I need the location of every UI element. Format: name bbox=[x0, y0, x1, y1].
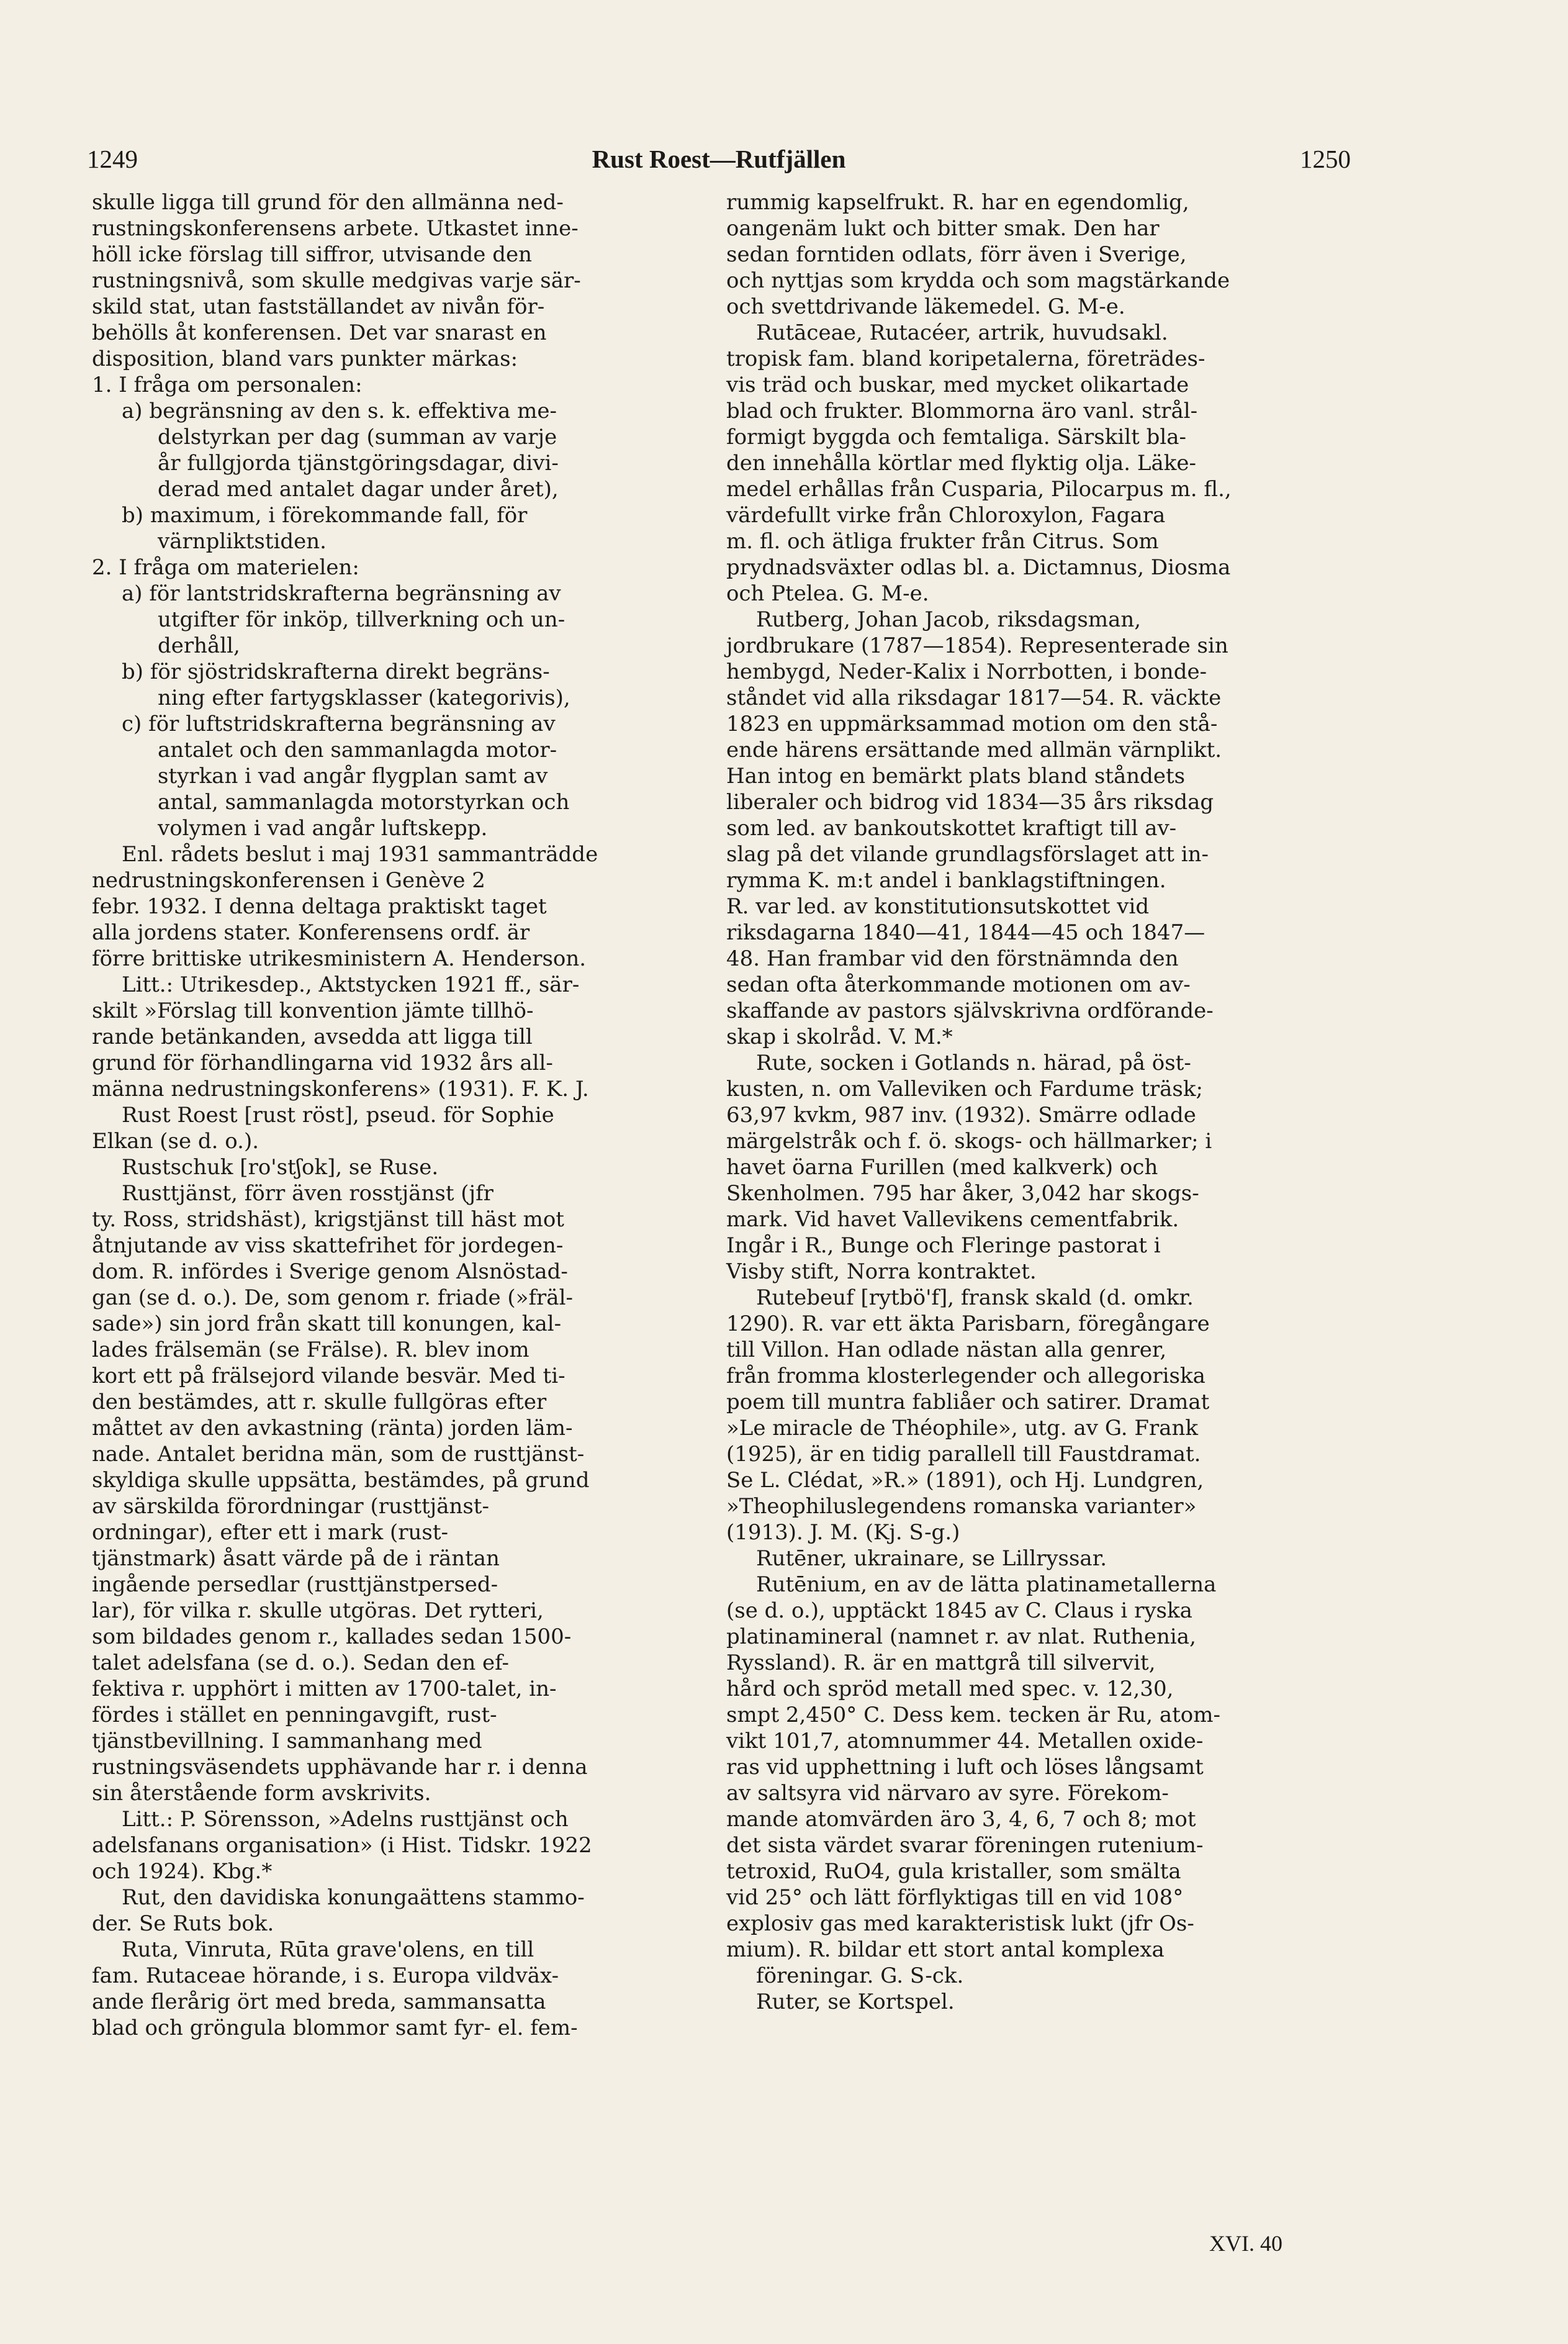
text-line: alla jordens stater. Konferensens ordf. är bbox=[92, 920, 530, 945]
text-line: tjänstbevillning. I sammanhang med bbox=[92, 1729, 482, 1753]
text-line: mark. Vid havet Vallevikens cementfabrik. bbox=[726, 1207, 1179, 1232]
text-line: febr. 1932. I denna deltaga praktiskt taget bbox=[92, 894, 547, 919]
text-line: delstyrkan per dag (summan av varje bbox=[158, 425, 557, 450]
entry-start: Rutberg, Johan Jacob, riksdagsman, bbox=[756, 607, 1142, 632]
text-line: fam. Rutaceae hörande, i s. Europa vildväx- bbox=[92, 1963, 559, 1988]
entry-start: Rutebeuf [rytbö'f], fransk skald (d. omkr. bbox=[756, 1285, 1194, 1310]
text-line: behölls åt konferensen. Det var snarast en bbox=[92, 320, 547, 345]
text-line: skild stat, utan fastställandet av nivån för- bbox=[92, 294, 545, 319]
text-line: rustningskonferensens arbete. Utkastet inne- bbox=[92, 216, 579, 241]
text-line: ingående persedlar (rusttjänstpersed- bbox=[92, 1572, 498, 1597]
text-line: ty. Ross, stridshäst), krigstjänst till häst mot bbox=[92, 1207, 564, 1232]
text-line: blad och frukter. Blommorna äro vanl. strål- bbox=[726, 399, 1198, 423]
text-line: explosiv gas med karakteristisk lukt (jfr Os- bbox=[726, 1911, 1194, 1936]
text-line: lar), för vilka r. skulle utgöras. Det rytteri, bbox=[92, 1598, 544, 1623]
list-heading: 2. I fråga om materielen: bbox=[92, 555, 359, 580]
text-line: skyldiga skulle uppsätta, bestämdes, på grund bbox=[92, 1468, 590, 1493]
text-line: tjänstmark) åsatt värde på de i räntan bbox=[92, 1546, 500, 1571]
text-line: av särskilda förordningar (rusttjänst- bbox=[92, 1494, 489, 1519]
text-line: höll icke förslag till siffror, utvisande den bbox=[92, 242, 533, 267]
entry-start: Rutēner, ukrainare, se Lillryssar. bbox=[756, 1546, 1107, 1571]
text-line: oangenäm lukt och bitter smak. Den har bbox=[726, 216, 1160, 241]
text-line: 63,97 kvkm, 987 inv. (1932). Smärre odlade bbox=[726, 1103, 1196, 1128]
signature-mark: XVI. 40 bbox=[1209, 2231, 1282, 2256]
text-line: mium). R. bildar ett stort antal komplexa bbox=[726, 1937, 1165, 1962]
text-line: ande flerårig ört med breda, sammansatta bbox=[92, 1989, 546, 2014]
entry-start: Rutāceae, Rutacéer, artrik, huvudsakl. bbox=[756, 320, 1168, 345]
text-line: havet öarna Furillen (med kalkverk) och bbox=[726, 1155, 1158, 1180]
text-line: adelsfanans organisation» (i Hist. Tidskr. 1922 bbox=[92, 1833, 592, 1858]
text-line: ståndet vid alla riksdagar 1817—54. R. väckte bbox=[726, 686, 1222, 710]
text-line: Se L. Clédat, »R.» (1891), och Hj. Lundgren, bbox=[726, 1468, 1204, 1493]
text-line: nedrustningskonferensen i Genève 2 bbox=[92, 868, 485, 893]
text-line: rymma K. m:t andel i banklagstiftningen. bbox=[726, 868, 1166, 893]
page-number-right: 1250 bbox=[1300, 145, 1351, 173]
text-line: den bestämdes, att r. skulle fullgöras efter bbox=[92, 1390, 547, 1414]
text-line: från fromma klosterlegender och allegoriska bbox=[726, 1364, 1205, 1388]
list-item: b) maximum, i förekommande fall, för bbox=[122, 503, 528, 528]
text-line: sedan forntiden odlats, förr även i Sverige, bbox=[726, 242, 1187, 267]
text-line: 48. Han frambar vid den förstnämnda den bbox=[726, 946, 1179, 971]
text-line: rande betänkanden, avsedda att ligga till bbox=[92, 1025, 533, 1049]
right-column bbox=[726, 189, 1325, 2015]
text-line: förre brittiske utrikesministern A. Henderson. bbox=[92, 946, 587, 971]
text-line: (1913). J. M. (Kj. S-g.) bbox=[726, 1520, 960, 1545]
text-line: tetroxid, RuO4, gula kristaller, som smälta bbox=[726, 1859, 1181, 1884]
text-line: volymen i vad angår luftskepp. bbox=[158, 816, 488, 841]
text-line: medel erhållas från Cusparia, Pilocarpus m. fl., bbox=[726, 477, 1232, 502]
text-line: utgifter för inköp, tillverkning och un- bbox=[158, 607, 565, 632]
text-line: Litt.: Utrikesdep., Aktstycken 1921 ff., sär- bbox=[122, 972, 580, 997]
text-line: talet adelsfana (se d. o.). Sedan den ef- bbox=[92, 1650, 510, 1675]
text-line: lades frälsemän (se Frälse). R. blev inom bbox=[92, 1337, 529, 1362]
entry-start: Rust Roest [rust röst], pseud. för Sophie bbox=[122, 1103, 554, 1128]
text-line: jordbrukare (1787—1854). Representerade sin bbox=[726, 633, 1228, 658]
text-line: av saltsyra vid närvaro av syre. Förekom- bbox=[726, 1781, 1169, 1806]
entry-start: Rut, den davidiska konungaättens stammo- bbox=[122, 1885, 585, 1910]
text-line: Enl. rådets beslut i maj 1931 sammanträdde bbox=[122, 842, 598, 867]
text-line: »Le miracle de Théophile», utg. av G. Frank bbox=[726, 1416, 1199, 1441]
text-line: »Theophiluslegendens romanska varianter» bbox=[726, 1494, 1197, 1519]
text-line: rummig kapselfrukt. R. har en egendomlig, bbox=[726, 190, 1189, 215]
text-line: formigt byggda och femtaliga. Särskilt bla- bbox=[726, 425, 1186, 450]
text-line: sin återstående form avskrivits. bbox=[92, 1781, 431, 1806]
text-line: antalet och den sammanlagda motor- bbox=[158, 738, 557, 762]
text-line: och nyttjas som krydda och som magstärkande bbox=[726, 268, 1230, 293]
text-line: sedan ofta återkommande motionen om av- bbox=[726, 972, 1191, 997]
left-column bbox=[92, 189, 691, 2041]
entry-start: föreningar. G. S-ck. bbox=[756, 1963, 964, 1988]
text-line: fektiva r. upphört i mitten av 1700-talet, in- bbox=[92, 1677, 557, 1701]
text-line: skulle ligga till grund för den allmänna ned- bbox=[92, 190, 564, 215]
text-line: och svettdrivande läkemedel. G. M-e. bbox=[726, 294, 1125, 319]
running-title: Rust Roest—Rutfjällen bbox=[592, 145, 846, 173]
text-line: nade. Antalet beridna män, som de rusttjänst- bbox=[92, 1442, 585, 1467]
list-item: c) för luftstridskrafterna begränsning av bbox=[122, 712, 556, 736]
text-line: Litt.: P. Sörensson, »Adelns rusttjänst och bbox=[122, 1807, 569, 1832]
text-line: (1925), är en tidig parallell till Faustdramat. bbox=[726, 1442, 1201, 1467]
text-line: styrkan i vad angår flygplan samt av bbox=[158, 764, 548, 789]
text-line: Skenholmen. 795 har åker, 3,042 har skogs- bbox=[726, 1181, 1199, 1206]
text-line: Visby stift, Norra kontraktet. bbox=[726, 1259, 1037, 1284]
text-line: hembygd, Neder-Kalix i Norrbotten, i bonde- bbox=[726, 659, 1207, 684]
text-line: derad med antalet dagar under året), bbox=[158, 477, 559, 502]
text-line: gan (se d. o.). De, som genom r. friade (»fräl- bbox=[92, 1285, 573, 1310]
text-line: (se d. o.), upptäckt 1845 av C. Claus i ryska bbox=[726, 1598, 1192, 1623]
text-line: till Villon. Han odlade nästan alla genrer, bbox=[726, 1337, 1167, 1362]
text-line: Han intog en bemärkt plats bland ståndets bbox=[726, 764, 1186, 789]
entry-start: Rutēnium, en av de lätta platinametallerna bbox=[756, 1572, 1217, 1597]
list-item: b) för sjöstridskrafterna direkt begräns- bbox=[122, 659, 550, 684]
text-line: grund för förhandlingarna vid 1932 års all- bbox=[92, 1051, 553, 1075]
text-line: der. Se Ruts bok. bbox=[92, 1911, 274, 1936]
page-header bbox=[87, 142, 1351, 179]
entry-start: Rute, socken i Gotlands n. härad, på öst- bbox=[756, 1051, 1191, 1075]
text-line: R. var led. av konstitutionsutskottet vid bbox=[726, 894, 1150, 919]
list-heading: 1. I fråga om personalen: bbox=[92, 373, 363, 397]
entry-start: Ruter, se Kortspel. bbox=[756, 1989, 955, 2014]
text-line: Ingår i R., Bunge och Fleringe pastorat i bbox=[726, 1233, 1161, 1258]
text-line: skaffande av pastors självskrivna ordförande- bbox=[726, 998, 1214, 1023]
text-line: blad och gröngula blommor samt fyr- el. fem- bbox=[92, 2016, 578, 2040]
text-line: rustningsnivå, som skulle medgivas varje sär- bbox=[92, 268, 581, 293]
text-line: och 1924). Kbg.* bbox=[92, 1859, 273, 1884]
text-line: dom. R. infördes i Sverige genom Alsnöstad- bbox=[92, 1259, 568, 1284]
text-line: den innehålla körtlar med flyktig olja. Läke- bbox=[726, 451, 1196, 476]
text-line: liberaler och bidrog vid 1834—35 års riksdag bbox=[726, 790, 1214, 815]
text-line: rustningsväsendets upphävande har r. i denna bbox=[92, 1755, 588, 1780]
entry-start: Rusttjänst, förr även rosstjänst (jfr bbox=[122, 1181, 493, 1206]
text-line: 1823 en uppmärksammad motion om den stå- bbox=[726, 712, 1218, 736]
text-line: hård och spröd metall med spec. v. 12,30, bbox=[726, 1677, 1174, 1701]
text-line: tropisk fam. bland koripetalerna, företrädes- bbox=[726, 346, 1205, 371]
text-line: m. fl. och ätliga frukter från Citrus. Som bbox=[726, 529, 1159, 554]
text-line: poem till muntra fabliåer och satirer. Dramat bbox=[726, 1390, 1210, 1414]
entry-start: Rustschuk [ro'stʃok], se Ruse. bbox=[122, 1155, 439, 1180]
text-line: ras vid upphettning i luft och löses långsamt bbox=[726, 1755, 1204, 1780]
text-line: 1290). R. var ett äkta Parisbarn, föregångare bbox=[726, 1311, 1210, 1336]
text-line: vis träd och buskar, med mycket olikartade bbox=[726, 373, 1189, 397]
text-line: värnpliktstiden. bbox=[158, 529, 327, 554]
page-number-left: 1249 bbox=[87, 145, 138, 173]
text-line: skap i skolråd. V. M.* bbox=[726, 1025, 953, 1049]
text-line: mande atomvärden äro 3, 4, 6, 7 och 8; mot bbox=[726, 1807, 1196, 1832]
text-line: disposition, bland vars punkter märkas: bbox=[92, 346, 518, 371]
text-line: skilt »Förslag till konvention jämte tillhö- bbox=[92, 998, 534, 1023]
text-line: Elkan (se d. o.). bbox=[92, 1129, 259, 1154]
text-line: kusten, n. om Valleviken och Fardume träsk; bbox=[726, 1077, 1203, 1102]
list-item: a) begränsning av den s. k. effektiva me- bbox=[122, 399, 557, 423]
text-line: antal, sammanlagda motorstyrkan och bbox=[158, 790, 570, 815]
text-line: derhåll, bbox=[158, 633, 240, 658]
text-line: det sista värdet svarar föreningen rutenium- bbox=[726, 1833, 1204, 1858]
text-line: år fullgjorda tjänstgöringsdagar, divi- bbox=[158, 451, 559, 476]
text-line: männa nedrustningskonferens» (1931). F. K. J. bbox=[92, 1077, 589, 1102]
list-item: a) för lantstridskrafterna begränsning av bbox=[122, 581, 561, 606]
text-line: ordningar), efter ett i mark (rust- bbox=[92, 1520, 448, 1545]
text-line: slag på det vilande grundlagsförslaget att in- bbox=[726, 842, 1209, 867]
text-line: som led. av bankoutskottet kraftigt till av- bbox=[726, 816, 1177, 841]
text-line: kort ett på frälsejord vilande besvär. Med ti- bbox=[92, 1364, 565, 1388]
text-line: prydnadsväxter odlas bl. a. Dictamnus, Diosma bbox=[726, 555, 1231, 580]
text-line: platinamineral (namnet r. av nlat. Ruthenia, bbox=[726, 1624, 1196, 1649]
text-line: Ryssland). R. är en mattgrå till silvervit, bbox=[726, 1650, 1156, 1675]
text-line: fördes i stället en penningavgift, rust- bbox=[92, 1703, 497, 1727]
text-line: och Ptelea. G. M-e. bbox=[726, 581, 929, 606]
text-line: vikt 101,7, atomnummer 44. Metallen oxide- bbox=[726, 1729, 1204, 1753]
text-line: värdefullt virke från Chloroxylon, Fagara bbox=[726, 503, 1166, 528]
text-line: riksdagarna 1840—41, 1844—45 och 1847— bbox=[726, 920, 1205, 945]
text-line: märgelstråk och f. ö. skogs- och hällmarker; i bbox=[726, 1129, 1212, 1154]
text-line: ning efter fartygsklasser (kategorivis), bbox=[158, 686, 570, 710]
text-line: måttet av den avkastning (ränta) jorden läm- bbox=[92, 1416, 573, 1441]
text-line: vid 25° och lätt förflyktigas till en vid 108° bbox=[726, 1885, 1184, 1910]
text-line: som bildades genom r., kallades sedan 1500- bbox=[92, 1624, 572, 1649]
entry-start: Ruta, Vinruta, Rūta grave'olens, en till bbox=[122, 1937, 534, 1962]
text-line: sade») sin jord från skatt till konungen, kal- bbox=[92, 1311, 562, 1336]
text-line: åtnjutande av viss skattefrihet för jordegen- bbox=[92, 1233, 564, 1258]
text-line: ende härens ersättande med allmän värnplikt. bbox=[726, 738, 1222, 762]
text-line: smpt 2,450° C. Dess kem. tecken är Ru, atom- bbox=[726, 1703, 1220, 1727]
